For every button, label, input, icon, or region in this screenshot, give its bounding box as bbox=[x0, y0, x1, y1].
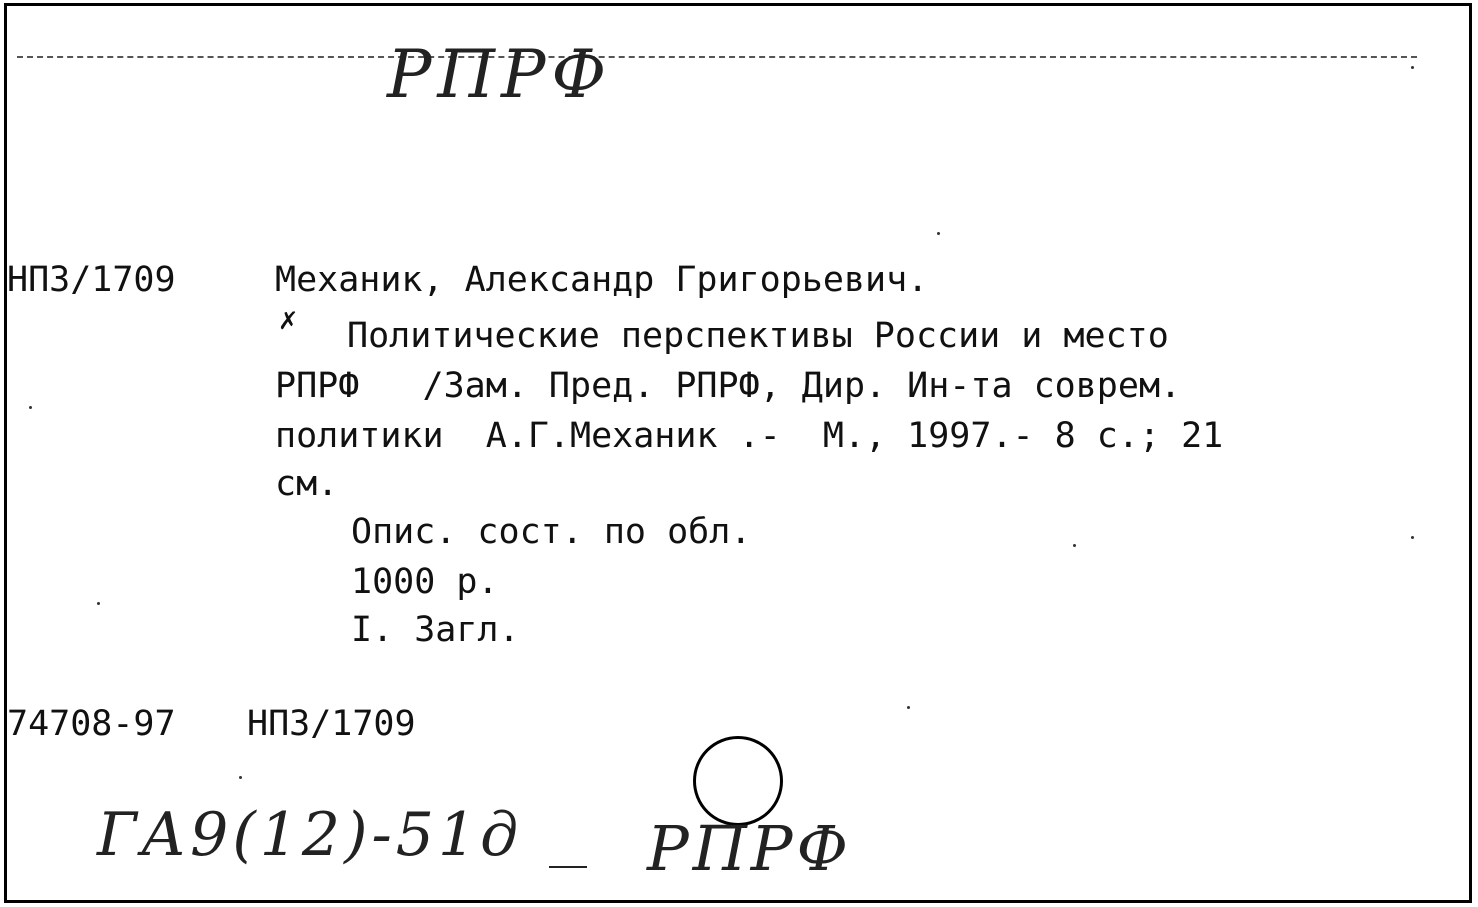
note-price: 1000 р. bbox=[351, 562, 499, 602]
speck bbox=[1411, 536, 1414, 539]
speck bbox=[1073, 544, 1076, 547]
top-handwritten-note: РПРФ bbox=[387, 36, 613, 113]
speck bbox=[29, 406, 32, 409]
speck bbox=[97, 602, 100, 605]
speck bbox=[239, 776, 242, 779]
note-description: Опис. сост. по обл. bbox=[351, 512, 752, 552]
title-line-4: см. bbox=[275, 464, 339, 504]
title-line-1: Политические перспективы России и место bbox=[347, 316, 1169, 356]
speck bbox=[907, 706, 910, 709]
top-dashed-rule bbox=[17, 56, 1417, 58]
call-number: НПЗ/1709 bbox=[7, 260, 176, 300]
title-line-2: РПРФ /Зам. Пред. РПРФ, Дир. Ин-та соврем. bbox=[275, 366, 1182, 406]
title-line-3: политики А.Г.Механик .- М., 1997.- 8 с.; 21 bbox=[275, 416, 1224, 456]
inventory-call-number: НПЗ/1709 bbox=[247, 704, 416, 744]
handwritten-underline bbox=[549, 866, 587, 868]
bottom-handwritten-org: РПРФ bbox=[647, 812, 852, 885]
catalog-card bbox=[4, 3, 1472, 903]
author-heading: Механик, Александр Григорьевич. bbox=[275, 260, 929, 300]
speck bbox=[937, 232, 940, 235]
inventory-number: 74708-97 bbox=[7, 704, 176, 744]
bottom-handwritten-code: ГА9(12)-51д bbox=[97, 800, 523, 870]
speck bbox=[1411, 66, 1414, 69]
handwritten-mark: ✗ bbox=[279, 302, 298, 337]
note-title-entry: I. Загл. bbox=[351, 610, 520, 650]
